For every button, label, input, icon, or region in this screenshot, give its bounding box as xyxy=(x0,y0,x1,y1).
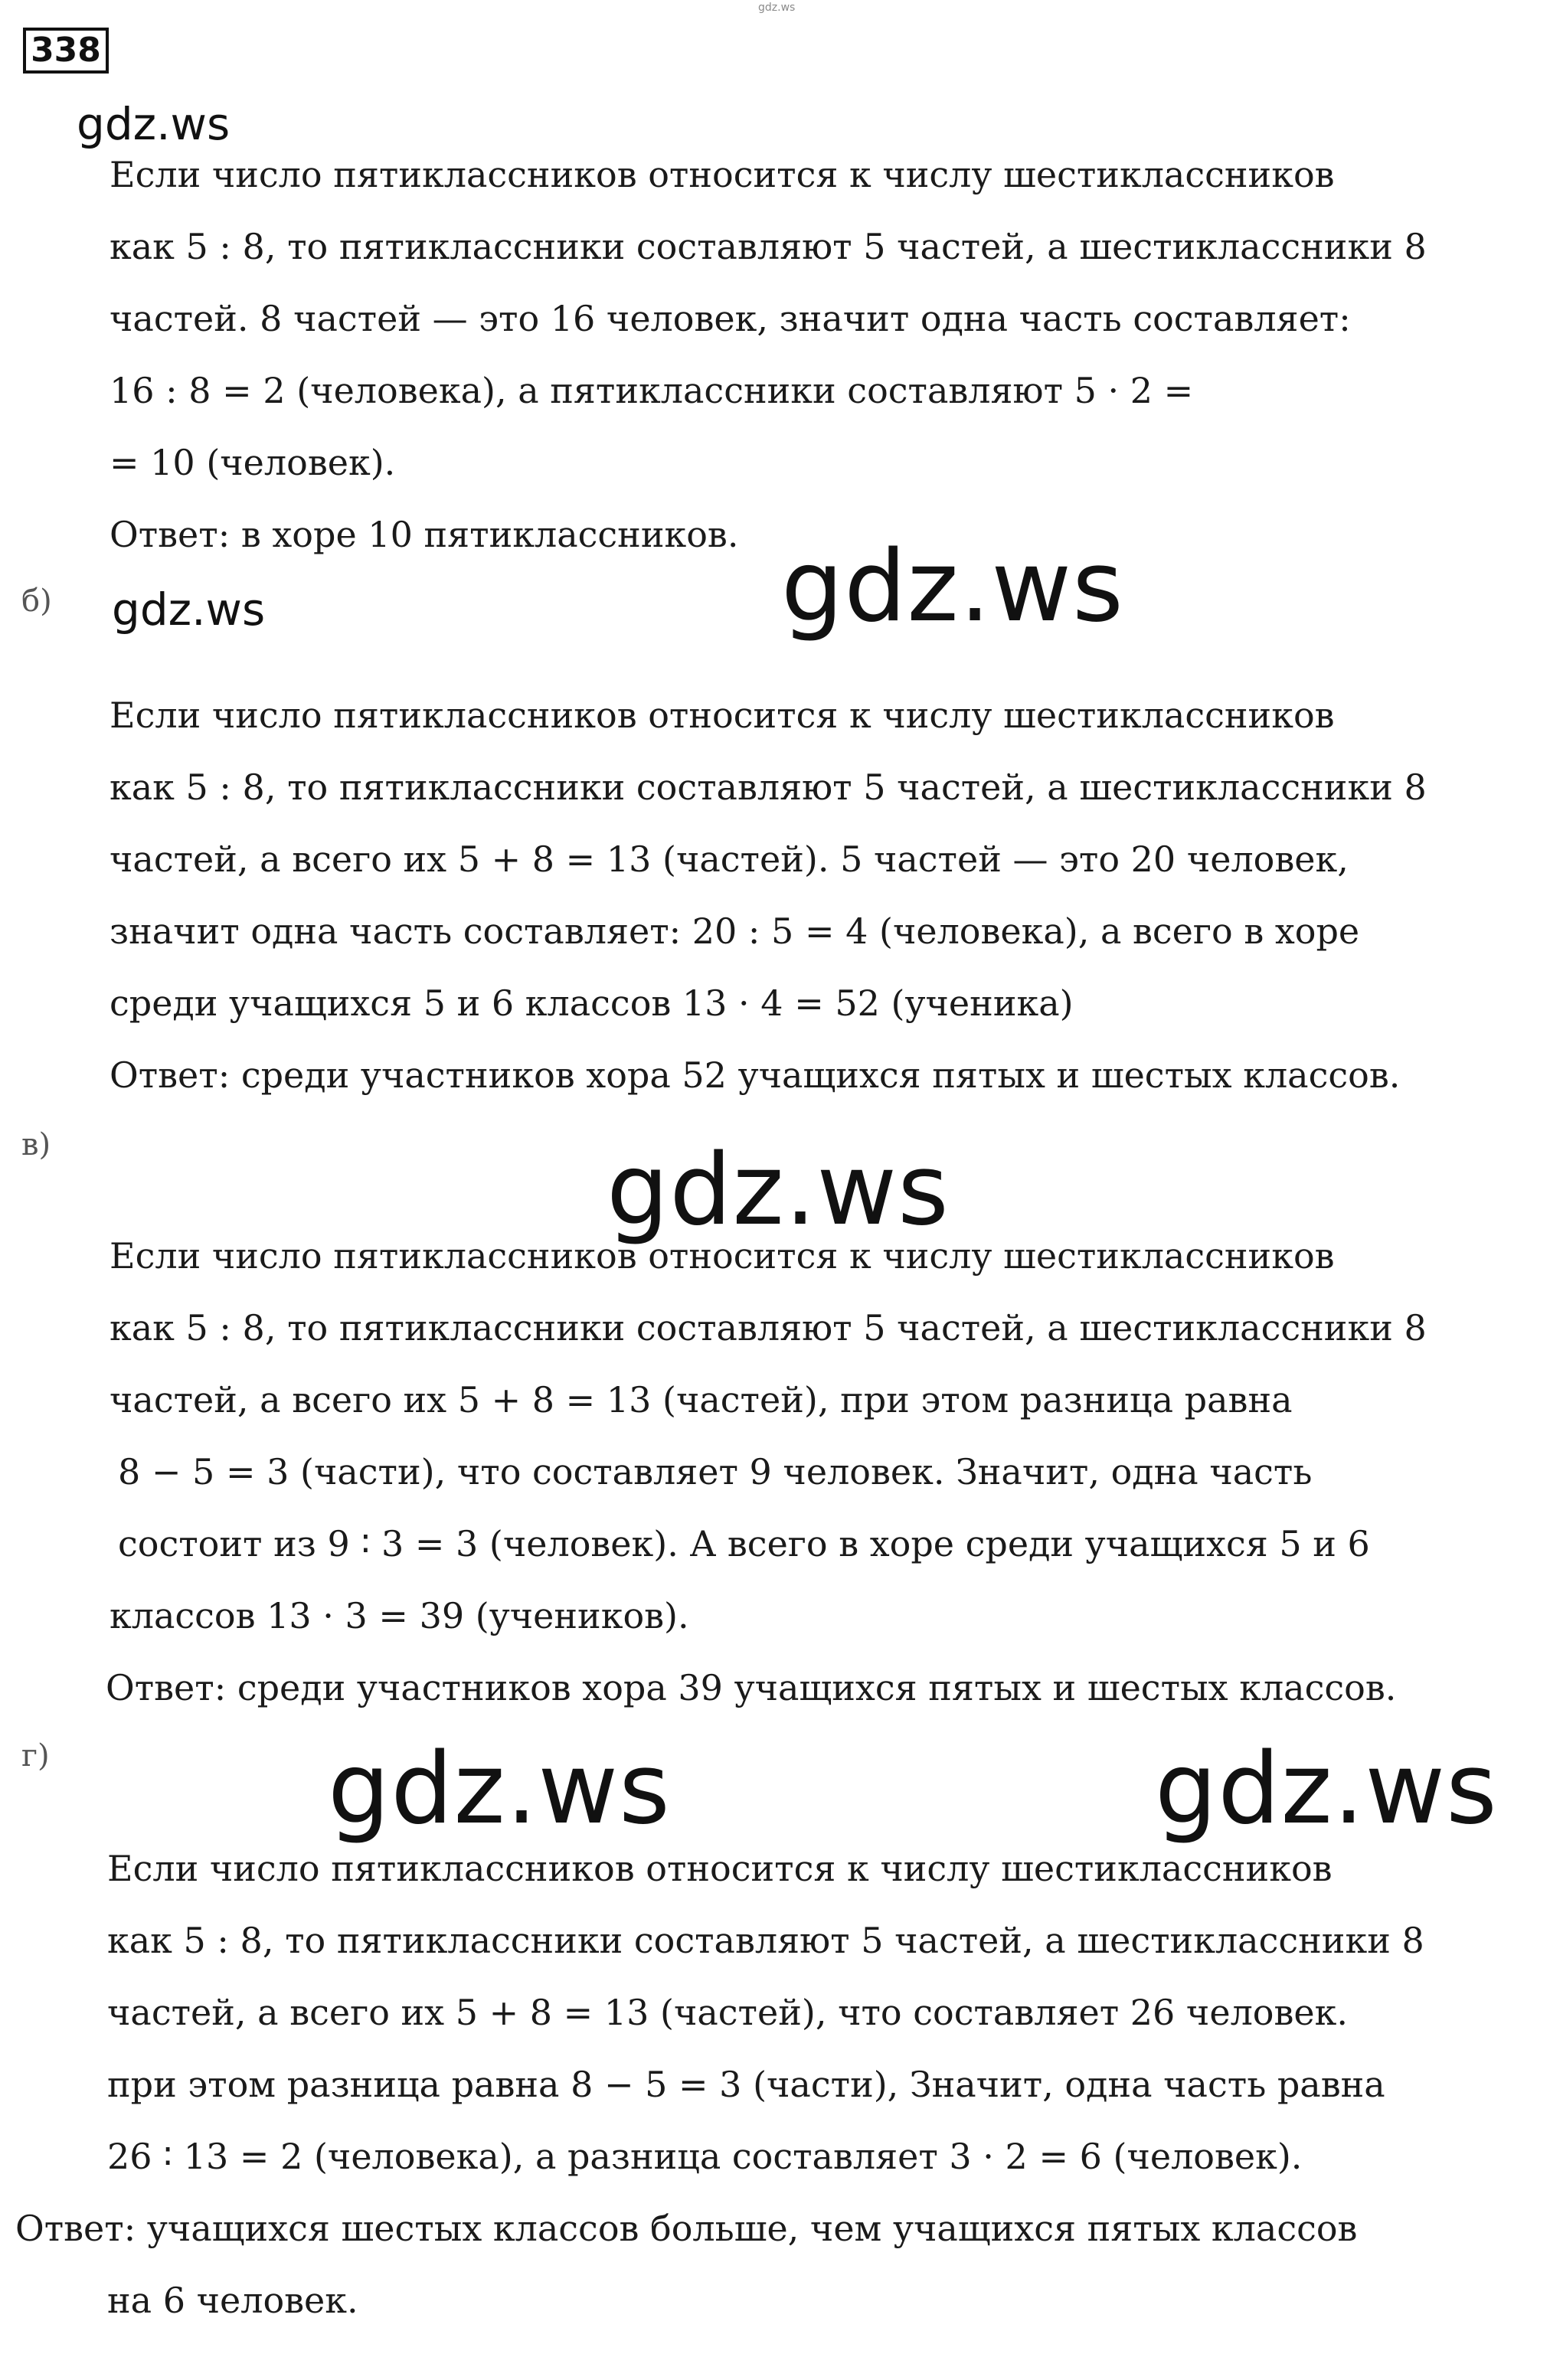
part-v-line-3: частей, а всего их 5 + 8 = 13 (частей), при этом разница равна xyxy=(110,1379,1293,1420)
part-b-label: б) xyxy=(21,584,52,619)
watermark-large: gdz.ws xyxy=(328,1732,671,1846)
part-b-line-3: частей, а всего их 5 + 8 = 13 (частей). 5 частей — это 20 человек, xyxy=(110,839,1349,880)
part-a-line-4: 16 : 8 = 2 (человека), а пятиклассники составляют 5 · 2 = xyxy=(110,370,1194,411)
part-g-answer: Ответ: учащихся шестых классов больше, чем учащихся пятых классов xyxy=(15,2208,1358,2249)
part-g-line-5: 26 ∶ 13 = 2 (человека), а разница составляет 3 · 2 = 6 (человек). xyxy=(107,2136,1303,2177)
watermark-large: gdz.ws xyxy=(1155,1732,1498,1846)
part-v-answer: Ответ: среди участников хора 39 учащихся пятых и шестых классов. xyxy=(106,1667,1397,1708)
part-v-label: в) xyxy=(21,1127,51,1162)
problem-number: 338 xyxy=(23,28,109,74)
part-b-line-4: значит одна часть составляет: 20 : 5 = 4 (человека), а всего в хоре xyxy=(110,910,1360,952)
watermark-large: gdz.ws xyxy=(781,530,1124,644)
part-v-line-1: Если число пятиклассников относится к числу шестиклассников xyxy=(110,1235,1335,1277)
part-a-line-1: Если число пятиклассников относится к числу шестиклассников xyxy=(110,154,1335,195)
top-watermark: gdz.ws xyxy=(758,2,796,14)
part-b-line-1: Если число пятиклассников относится к числу шестиклассников xyxy=(110,695,1335,736)
part-b-line-5: среди учащихся 5 и 6 классов 13 · 4 = 52 (ученика) xyxy=(110,982,1074,1024)
part-b-line-2: как 5 : 8, то пятиклассники составляют 5 частей, а шестиклассники 8 xyxy=(110,767,1427,808)
part-a-line-5: = 10 (человек). xyxy=(110,442,396,483)
part-g-answer-cont: на 6 человек. xyxy=(107,2280,358,2321)
part-v-line-5: состоит из 9 ∶ 3 = 3 (человек). А всего в хоре среди учащихся 5 и 6 xyxy=(118,1523,1370,1564)
part-a-answer: Ответ: в хоре 10 пятиклассников. xyxy=(110,514,739,555)
part-v-line-2: как 5 : 8, то пятиклассники составляют 5 частей, а шестиклассники 8 xyxy=(110,1307,1427,1349)
watermark-large: gdz.ws xyxy=(607,1133,950,1247)
part-g-line-2: как 5 : 8, то пятиклассники составляют 5 частей, а шестиклассники 8 xyxy=(107,1920,1424,1961)
watermark-small: gdz.ws xyxy=(112,584,266,636)
part-g-line-1: Если число пятиклассников относится к числу шестиклассников xyxy=(107,1848,1333,1889)
part-a-line-3: частей. 8 частей — это 16 человек, значит одна часть составляет: xyxy=(110,298,1351,339)
watermark-small: gdz.ws xyxy=(77,98,231,150)
part-g-line-3: частей, а всего их 5 + 8 = 13 (частей), что составляет 26 человек. xyxy=(107,1992,1348,2033)
part-a-line-2: как 5 : 8, то пятиклассники составляют 5 частей, а шестиклассники 8 xyxy=(110,226,1427,267)
part-g-label: г) xyxy=(21,1738,50,1774)
part-b-answer: Ответ: среди участников хора 52 учащихся пятых и шестых классов. xyxy=(110,1054,1401,1096)
part-g-line-4: при этом разница равна 8 − 5 = 3 (части), Значит, одна часть равна xyxy=(107,2064,1385,2105)
part-v-line-6: классов 13 · 3 = 39 (учеников). xyxy=(110,1595,689,1636)
part-v-line-4: 8 − 5 = 3 (части), что составляет 9 человек. Значит, одна часть xyxy=(118,1451,1313,1492)
